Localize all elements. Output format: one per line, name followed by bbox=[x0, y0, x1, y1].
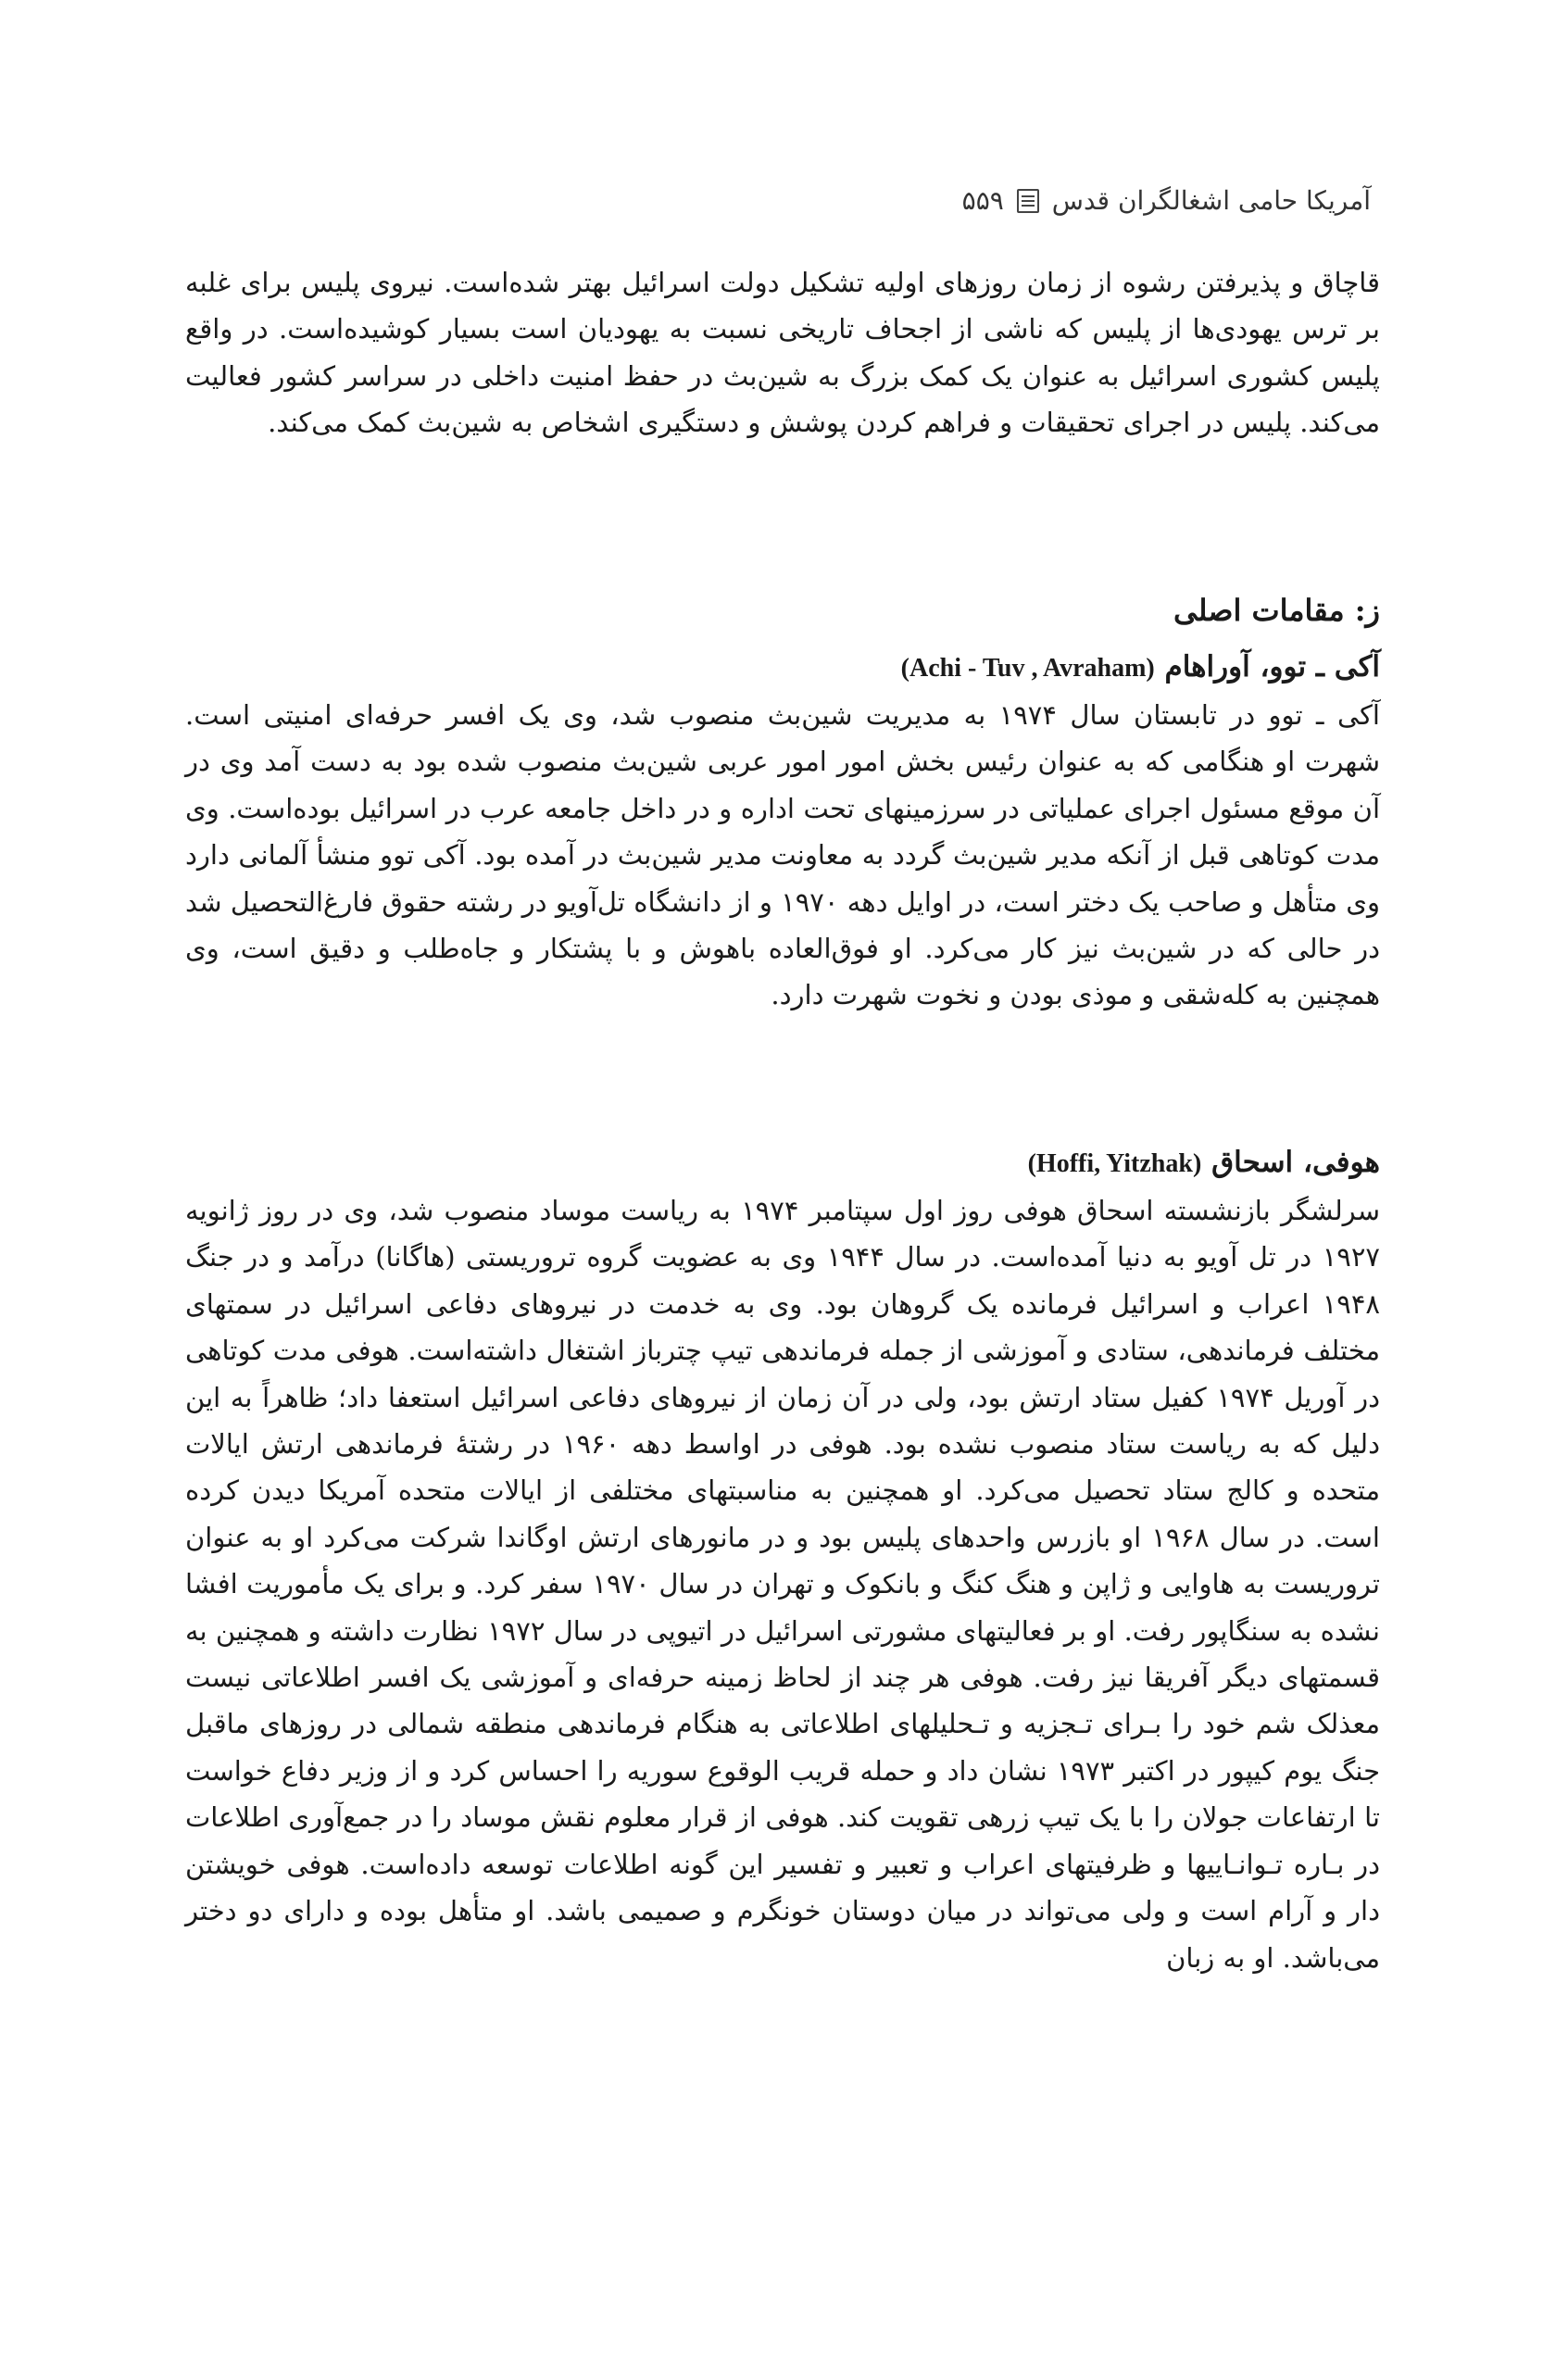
entry-hoffi bbox=[185, 1139, 1380, 1981]
entry-text: سرلشگر بازنشسته اسحاق هوفی روز اول سپتامبر ۱۹۷۴ به ریاست موساد منصوب شد، وی در روز ژانویه ۱۹۲۷ در تل آویو به دنیا آمده‌است. در سال ۱۹۴۴ وی به عضویت گروه تروریستی (هاگانا) درآمد و در جنگ ۱۹۴۸ اعراب و اسرائیل فرمانده یک گروهان بود. وی به خدمت در نیروهای دفاعی اسرائیل در سمتهای مختلف فرماندهی، ستادی و آموزشی از جمله فرماندهی تیپ چترباز اشتغال داشته‌است. هوفی مدت کوتاهی در آوریل ۱۹۷۴ کفیل ستاد ارتش بود، ولی در آن زمان از نیروهای دفاعی اسرائیل استعفا داد؛ ظاهراً به این دلیل که به ریاست ستاد منصوب نشده بود. هوفی در اواسط دهه ۱۹۶۰ در رشتهٔ فرماندهی ارتش ایالات متحده و کالج ستاد تحصیل می‌کرد. او همچنین به مناسبتهای مختلفی از ایالات متحده آمریکا دیدن کرده است. در سال ۱۹۶۸ او بازرس واحدهای پلیس بود و در مانورهای ارتش اوگاندا شرکت می‌کرد او به عنوان تروریست به هاوایی و ژاپن و هنگ کنگ و بانکوک و تهران در سال ۱۹۷۰ سفر کرد. و برای یک مأموریت افشا نشده به سنگاپور رفت. او بر فعالیتهای مشورتی اسرائیل در اتیوپی در سال ۱۹۷۲ نظارت داشته و همچنین به قسمتهای دیگر آفریقا نیز رفت. هوفی هر چند از لحاظ زمینه حرفه‌ای و آموزشی یک افسر اطلاعاتی نیست معذلک شم خود را بـرای تـجزیه و تـحلیلهای اطلاعاتی به هنگام فرماندهی منطقه شمالی در روزهای ماقبل جنگ یوم کیپور در اکتبر ۱۹۷۳ نشان داد و حمله قریب الوقوع سوریه را احساس کرد و از وزیر دفاع خواست تا ارتفاعات جولان را با یک تیپ زرهی تقویت کند. هوفی از قرار معلوم نقش موساد را در جمع‌آوری اطلاعات در بـاره تـوانـاییها و ظرفیتهای اعراب و تعبیر و تفسیر این گونه اطلاعات توسعه داده‌است. هوفی خویشتن دار و آرام است و ولی می‌تواند در میان دوستان خونگرم و صمیمی باشد. او متأهل بوده و دارای دو دختر می‌باشد. او به زبان bbox=[185, 1195, 1381, 1974]
entry-achi-tuv bbox=[185, 644, 1380, 1019]
entry-name-fa: آکی ـ توو، آوراهام bbox=[1164, 650, 1380, 684]
entry-heading bbox=[185, 1139, 1380, 1187]
entry-name-fa: هوفی، اسحاق bbox=[1211, 1146, 1380, 1179]
intro-paragraph: قاچاق و پذیرفتن رشوه از زمان روزهای اولیه تشکیل دولت اسرائیل بهتر شده‌است. نیروی پلیس برای غلبه بر ترس یهودی‌ها از پلیس که ناشی از اجحاف تاریخی نسبت به یهودیان است بسیار کوشیده‌است. در واقع پلیس کشوری اسرائیل به عنوان یک کمک بزرگ به شین‌بث در حفظ امنیت داخلی در سراسر کشور فعالیت می‌کند. پلیس در اجرای تحقیقات و فراهم کردن پوشش و دستگیری اشخاص به شین‌بث کمک می‌کند. bbox=[185, 267, 1380, 439]
section-heading: ز: مقامات اصلی bbox=[1173, 593, 1380, 628]
entry-name-en: (Hoffi, Yitzhak) bbox=[1027, 1149, 1202, 1178]
book-icon bbox=[1017, 189, 1039, 213]
entry-text: آکی ـ توو در تابستان سال ۱۹۷۴ به مدیریت شین‌بث منصوب شد، وی یک افسر حرفه‌ای امنیتی است. شهرت او هنگامی که به عنوان رئیس بخش امور امور عربی شین‌بث منصوب شده بود به دست آمد وی در آن موقع مسئول اجرای عملیاتی در سرزمینهای تحت اداره و در داخل جامعه عرب در اسرائیل بوده‌است. وی مدت کوتاهی قبل از آنکه مدیر شین‌بث گردد به معاونت مدیر شین‌بث در آمده بود. آکی توو منشأ آلمانی دارد وی متأهل و صاحب یک دختر است، در اوایل دهه ۱۹۷۰ و از دانشگاه تل‌آویو در رشته حقوق فارغ‌التحصیل شد در حالی که در شین‌بث نیز کار می‌کرد. او فوق‌العاده باهوش و با پشتکار و جاه‌طلب و دقیق است، وی همچنین به کله‌شقی و موذی بودن و نخوت شهرت دارد. bbox=[185, 699, 1380, 1011]
entry-heading bbox=[185, 644, 1380, 692]
entry-name-en: (Achi - Tuv , Avraham) bbox=[900, 654, 1155, 683]
running-header bbox=[352, 185, 1371, 216]
page-number: ۵۵۹ bbox=[961, 185, 1004, 216]
section-block bbox=[185, 593, 1380, 628]
intro-block bbox=[185, 259, 1380, 446]
running-title: آمریکا حامی اشغالگران قدس bbox=[1051, 185, 1371, 216]
